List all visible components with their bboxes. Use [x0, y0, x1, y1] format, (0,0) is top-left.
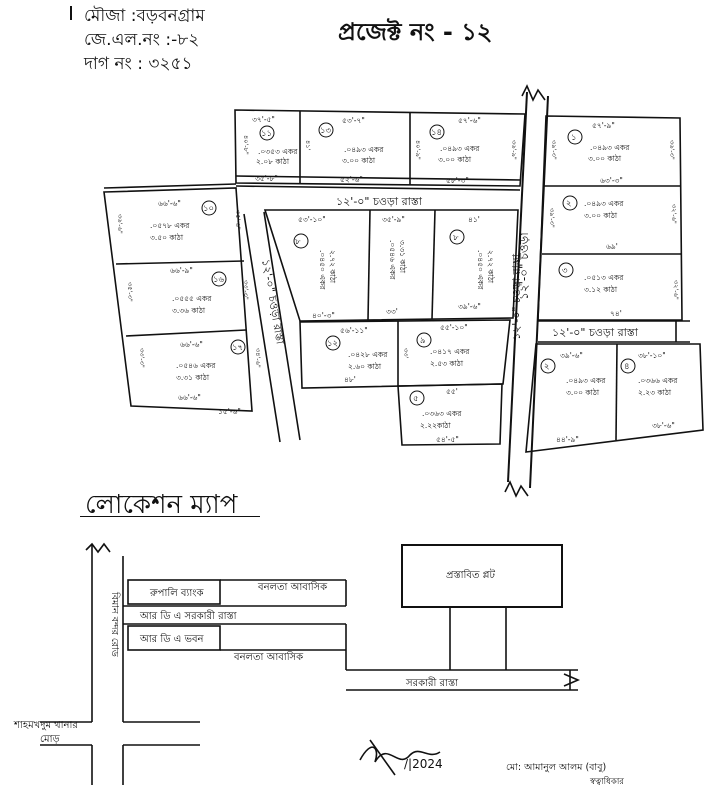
left-road-label: ১২'-০" চওড়া রাস্তা: [259, 258, 287, 346]
plot-4: [621, 351, 678, 430]
plot-area: .০৫৫৫ একর: [172, 294, 212, 303]
plot-top-dim: ৫৫': [446, 387, 458, 396]
plot-top-dim: ৬৬'-৬": [180, 340, 203, 349]
plot-right-dim: ৩৩'-৩": [242, 280, 250, 300]
plot-number: ১৩: [320, 126, 332, 136]
jl-number-label: জে.এল.নং :-৮২: [84, 30, 200, 50]
plot-area: .০৪৯৩ একর: [566, 376, 606, 385]
plot-katha: ২.৫৩ কাঠা: [430, 359, 463, 368]
plot-top-dim: ৩৭'-৫": [252, 115, 275, 124]
plot-1: [550, 121, 676, 185]
plot-katha: ২.৭২ কাঠা: [328, 250, 337, 284]
plot-number: ৯: [420, 336, 426, 346]
plot-number: ১১: [261, 129, 273, 139]
plot-area: .০৪৯৩ একর: [344, 145, 384, 154]
rda-bhaban-label: আর ডি এ ভবন: [140, 634, 204, 645]
plot-right-dim: ৩৫'-৬": [234, 210, 242, 230]
signature-date: /|2024: [404, 757, 443, 771]
left-bottom-dim: ১৫'-৬": [218, 407, 241, 416]
plot-left-dim: ৩৯'-৩": [548, 208, 556, 228]
plot-katha: ৩.০০ কাঠা: [566, 388, 600, 397]
plot-katha: ৩.০০ কাঠা: [588, 154, 622, 163]
plot-katha: ৩.৩৬ কাঠা: [172, 306, 206, 315]
plot-top-dim: ৫৩'-৭": [342, 116, 365, 125]
plot-top-dim: ৫৩'-১০": [298, 215, 326, 224]
plot-right-dim: ৩৪'-৬": [254, 348, 262, 368]
plot-bottom-dim: ৫২'-৬": [340, 175, 363, 184]
plot-katha: ৩.৩১ কাঠা: [398, 240, 407, 273]
project-title: প্রজেক্ট নং - ১২: [338, 18, 493, 46]
plot-left-dim: ৪০'-৯": [414, 140, 422, 160]
plot-number: ৩: [562, 266, 568, 276]
plot-katha: ৩.০০ কাঠা: [438, 155, 472, 164]
location-map: [13, 544, 578, 785]
dag-number-label: দাগ নং : ৩২৫১: [84, 54, 193, 74]
plot-left-dim: ৪১': [304, 140, 312, 151]
plot-area: .০৪২৮ একর: [348, 350, 388, 359]
plot-14: [414, 116, 518, 185]
plot-17: [138, 340, 262, 402]
plot-top-dim: ৫৫'-১০": [440, 323, 468, 332]
plot-top-dim: ৫৭'-৯": [592, 121, 615, 130]
plot-katha: ৩.১২ কাঠা: [584, 285, 617, 294]
plot-number: ১৬: [213, 275, 225, 285]
location-map-title: লোকেশন ম্যাপ: [85, 490, 238, 520]
plot-area: .০৫৪৬ একর: [176, 361, 216, 370]
plot-bottom-dim: ৬৩'-৩": [600, 176, 623, 185]
plot-13: [304, 116, 384, 184]
plot-bottom-dim: ৩৮'-৬": [652, 421, 675, 430]
plot-left-dim: ৩৬'-৬": [116, 214, 124, 234]
plot-top-dim: ৬৬'-৯": [170, 266, 193, 275]
plot-number: ১২: [327, 339, 339, 349]
plot-bottom-dim: ৭৪': [610, 309, 622, 318]
plot-top-dim: ৪১': [468, 215, 480, 224]
owner-role: স্বত্বাধিকার: [590, 777, 624, 785]
plot-number: ১: [571, 133, 577, 143]
plot-katha: ২.৬০ কাঠা: [348, 362, 382, 371]
plot-top-dim: ৩৯'-৬": [560, 351, 583, 360]
plot-number: ৫: [413, 394, 419, 404]
plot-bottom-dim: ৪০'-৩": [312, 311, 335, 320]
plot-right-dim: ৩২'-৬": [670, 204, 678, 224]
plot-2-lower: [541, 351, 606, 397]
plot-katha: ৩.০০ কাঠা: [584, 211, 618, 220]
govt-road-label: সরকারী রাস্তা: [406, 678, 459, 689]
plot-left-dim: ৩৫'-৩": [126, 282, 134, 302]
banalata-top-label: বনলতা আবাসিক: [258, 582, 328, 593]
plot-7-middle: [382, 215, 408, 316]
plot-area: .০৪৯৩ একর: [584, 199, 624, 208]
rupali-bank-label: রুপালি ব্যাংক: [150, 588, 204, 599]
plot-katha: ২.২৩ কাঠা: [638, 388, 672, 397]
plot-2-right: [548, 196, 678, 251]
plot-number: ২: [544, 362, 550, 372]
plot-number: ১০: [203, 204, 215, 214]
plot-top-dim: ৩৫'-৯": [382, 215, 405, 224]
plot-right-dim: ৩৬'-৯": [510, 140, 518, 160]
lower-right-bottom-dim: ৪৪'-৯": [556, 435, 579, 444]
plot-top-dim: ৩৮'-১০": [638, 351, 666, 360]
airport-road-label: বিমান বন্দর রোড: [109, 592, 120, 657]
top-road-label: ১২'-০" চওড়া রাস্তা: [336, 195, 422, 208]
plot-5: [410, 387, 462, 444]
plot-right-dim: ৩৬'-৩": [668, 140, 676, 160]
plot-area: .০৪১৭ একর: [430, 347, 470, 356]
plot-katha: ৩.০০ কাঠা: [342, 156, 376, 165]
plot-bottom-dim: ৩৯'-৬": [458, 302, 481, 311]
plot-katha: ২.০৮ কাঠা: [256, 157, 289, 166]
plot-area: .০৫১৩ একর: [584, 273, 624, 282]
plot-left-dim: ৪০'-৮": [242, 135, 250, 155]
plot-katha: ৩.৫০ কাঠা: [150, 233, 183, 242]
plot-left-dim: ৩৩'-৩": [138, 348, 146, 368]
plot-area: .০৫৭৮ একর: [150, 221, 190, 230]
plot-bottom-dim: ৪৮': [344, 375, 356, 384]
plot-area: .০৪৯৩ একর: [440, 144, 480, 153]
rda-road-label: আর ডি এ সরকারী রাস্তা: [140, 611, 237, 622]
plot-katha: ২.৭২ কাঠা: [486, 250, 495, 284]
owner-name: মো: আমানুল আলম (বাবু): [506, 762, 607, 773]
banalata-bottom-label: বনলতা আবাসিক: [234, 652, 304, 663]
main-road-label: ১২'-০" চওড়া: [517, 232, 531, 300]
thana-mor-line2: মোড়: [40, 734, 60, 745]
plot-8: [450, 215, 496, 311]
plot-bottom-dim: ৬৬'-৬": [178, 393, 201, 402]
plot-area: .০৪৫০ একর: [476, 250, 485, 290]
right-branch-road-label: ১২'-০" চওড়া রাস্তা: [552, 326, 638, 339]
plot-top-dim: ৬৬'-৬": [158, 199, 181, 208]
plot-number: ৮: [295, 237, 301, 247]
plot-area: .০৩৬৩ একর: [422, 409, 462, 418]
plot-number: ৮: [453, 233, 459, 243]
plot-katha: ২.২২কাঠা: [420, 421, 451, 430]
plot-top-dim: ৫৬'-১১": [340, 326, 368, 335]
right-road-label: ১২'-০" চওড়া রাস্তা: [510, 254, 523, 340]
right-branch-road: [538, 321, 690, 342]
plot-number: ১৪: [431, 128, 443, 138]
location-map-underline: [80, 516, 260, 517]
plot-3: [559, 263, 680, 318]
plot-bottom-dim: ৫৪'-৫": [436, 435, 459, 444]
thana-mor-line1: শাহমখদুম থানার: [14, 720, 78, 731]
plot-bottom-dim: ৫৮'-৩": [446, 176, 469, 185]
plot-area: .০৩৫৩ একর: [258, 147, 298, 156]
plot-area: .০৩৬৬ একর: [638, 376, 678, 385]
plot-number: ২: [566, 199, 572, 209]
plot-bottom-dim: ৩৫'-৮": [255, 174, 278, 183]
mouza-label: মৌজা :বড়বনগ্রাম: [84, 6, 205, 26]
plot-area: .০৫৪৬ একর: [388, 240, 397, 280]
plot-top-dim: ৫৭'-৬": [458, 116, 481, 125]
plot-9: [402, 323, 470, 368]
plot-16: [126, 266, 250, 315]
plot-area: .০৪৫০ একর: [318, 250, 327, 290]
plot-11: [242, 115, 298, 183]
plot-number: ৪: [624, 362, 630, 372]
plot-left-dim: ৩৯'-৩": [550, 140, 558, 160]
plot-left-dim: ৩৩': [402, 348, 410, 359]
plot-area: .০৪৯৩ একর: [590, 143, 630, 152]
plot-12: [326, 326, 388, 384]
plot-8-middle: [294, 215, 338, 320]
plot-right-dim: ৩২'-৬": [672, 280, 680, 300]
plot-bottom-dim: ৬৯': [606, 242, 618, 251]
plot-10: [116, 199, 242, 242]
proposed-plot-label: প্রস্তাবিত প্লট: [446, 570, 495, 581]
plot-bottom-dim: ৩৩': [386, 307, 398, 316]
plot-number: ১৭: [232, 343, 244, 353]
plot-katha: ৩.৩১ কাঠা: [176, 373, 209, 382]
